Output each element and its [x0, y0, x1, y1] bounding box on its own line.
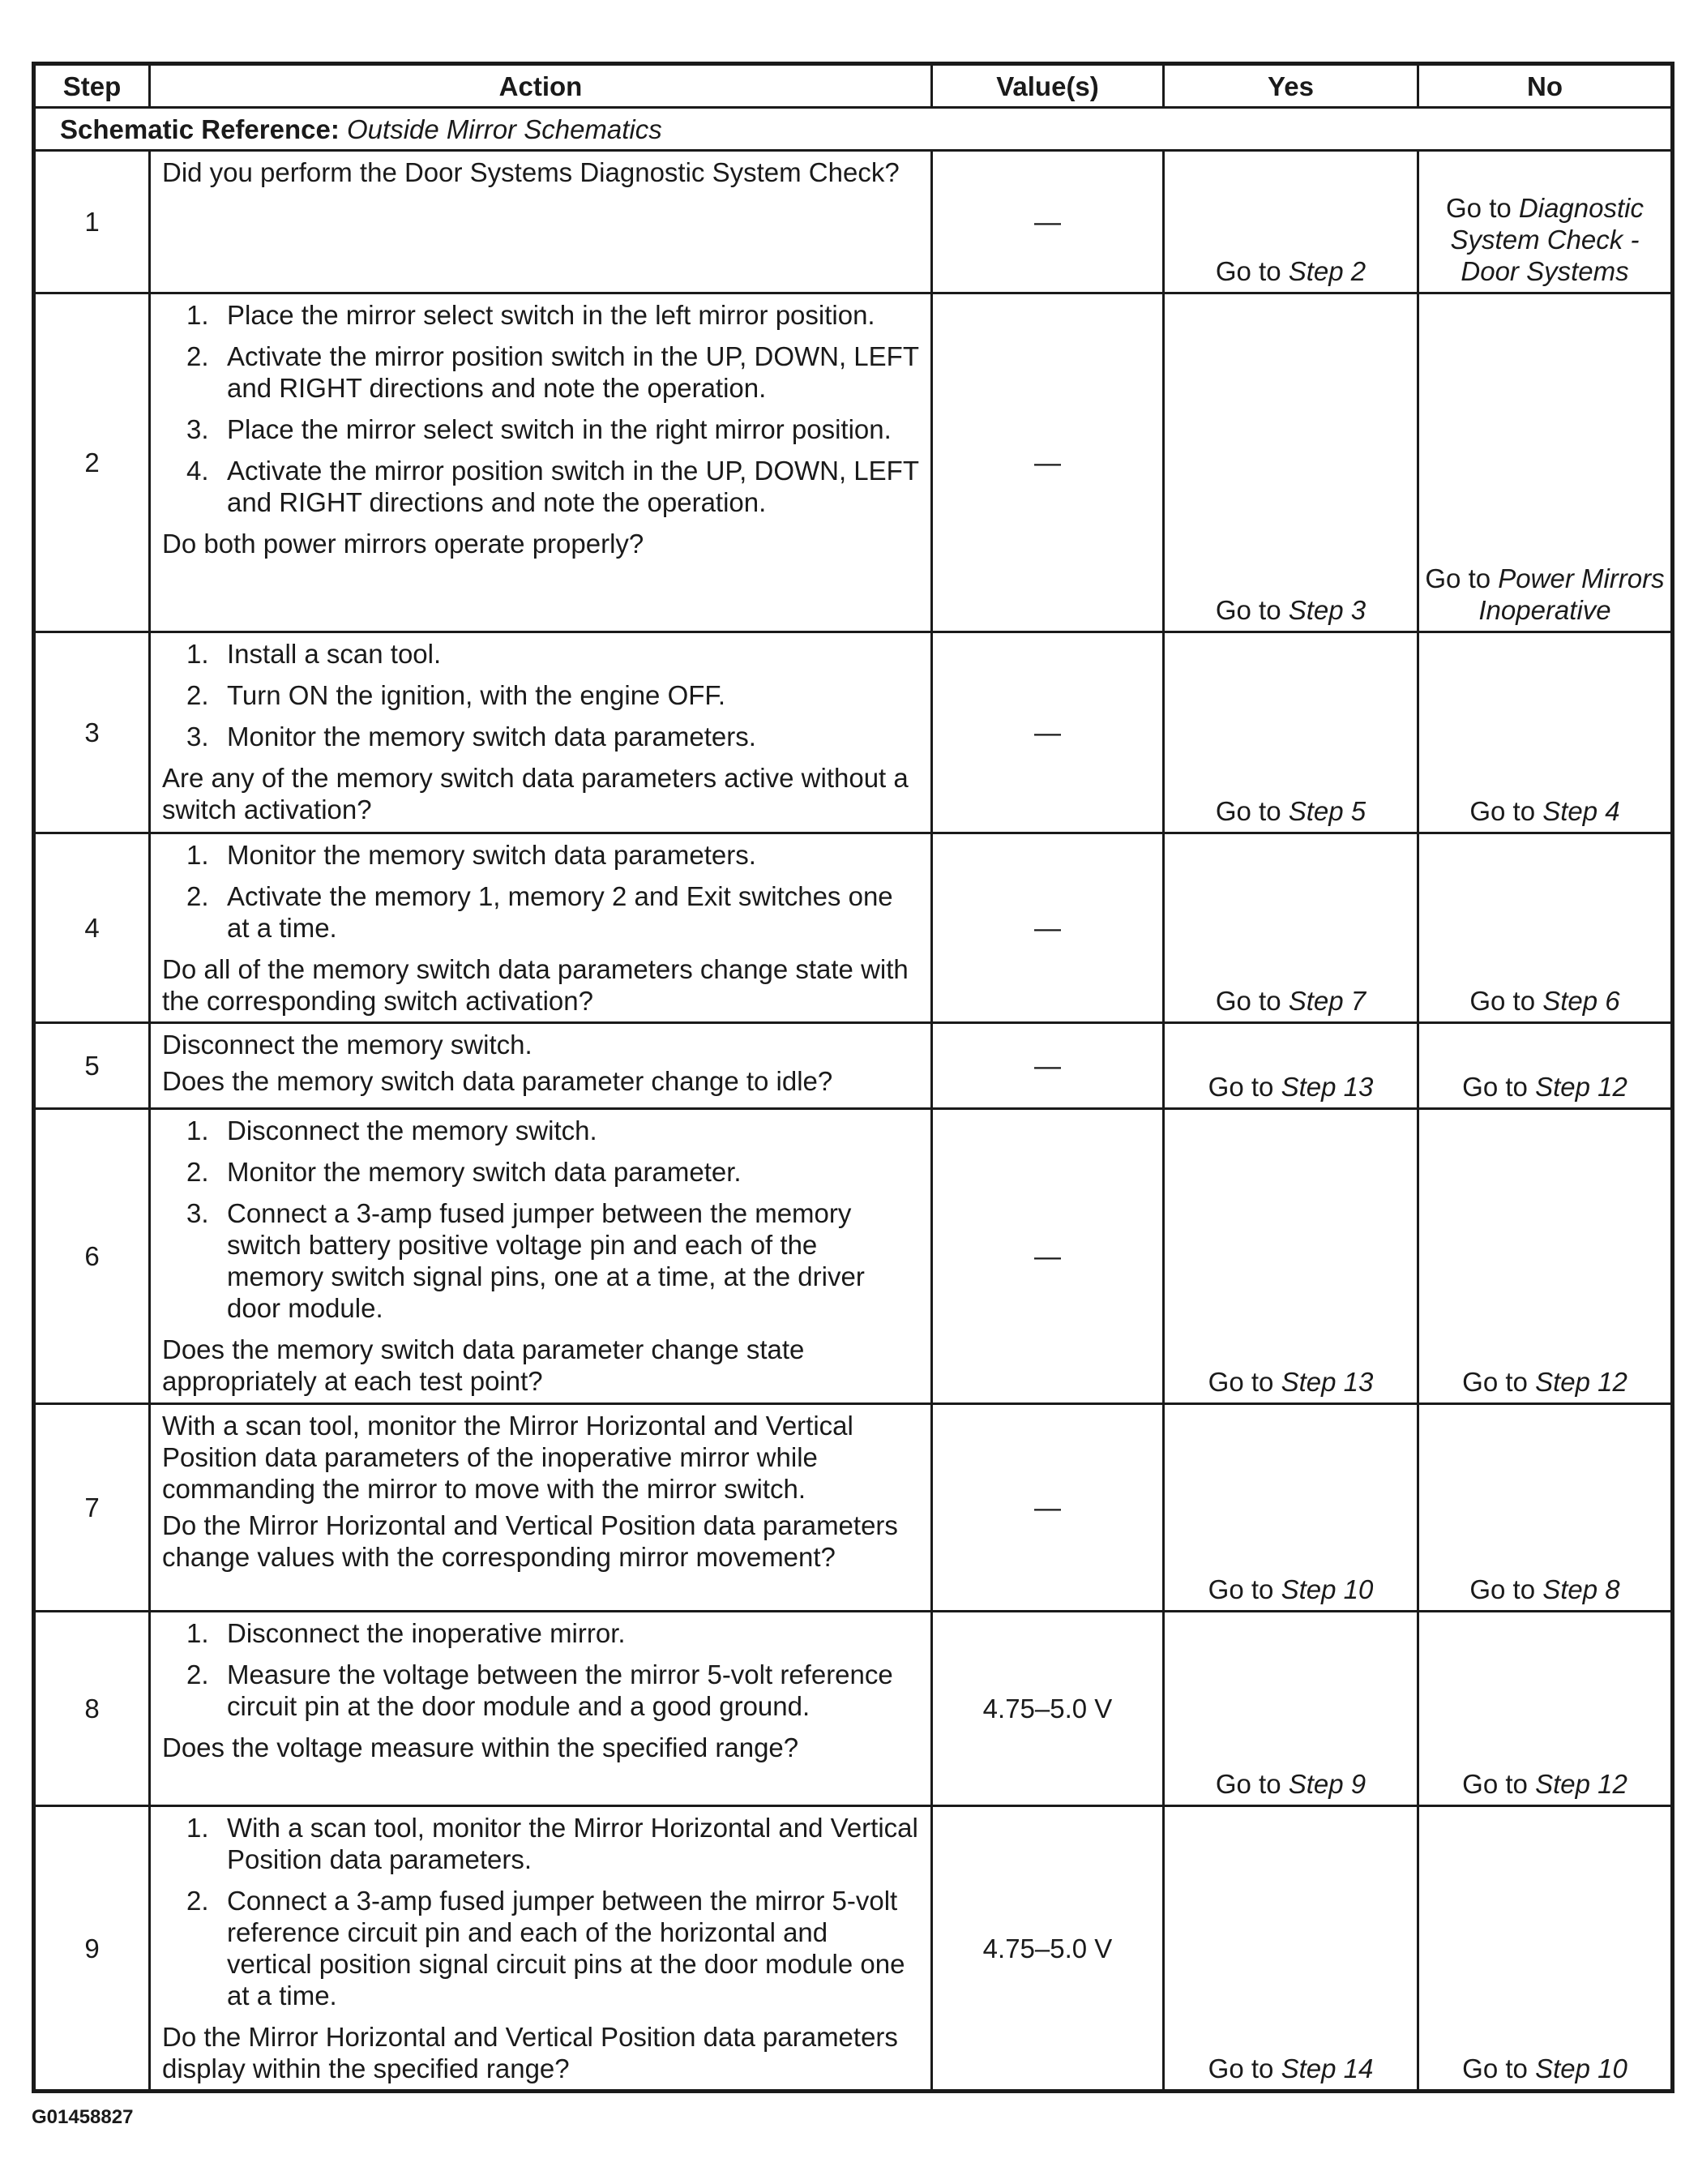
no-prefix: Go to [1462, 2053, 1528, 2083]
schematic-row [34, 108, 1673, 151]
no-prefix: Go to [1469, 986, 1536, 1016]
no-prefix: Go to [1462, 1072, 1528, 1102]
header-values: Value(s) [932, 64, 1164, 108]
diagnostic-table [32, 62, 1674, 2093]
no-target: Step 12 [1535, 1769, 1627, 1799]
header-yes: Yes [1164, 64, 1418, 108]
yes-prefix: Go to [1215, 1769, 1281, 1799]
list-number: 1. [186, 639, 209, 669]
list-number: 1. [186, 1618, 209, 1648]
no-cell [1418, 833, 1673, 1023]
action-question: Do all of the memory switch data parameters change state with the corresponding switch activation? [162, 954, 909, 1016]
list-number: 4. [186, 456, 209, 486]
yes-target: Step 2 [1288, 256, 1367, 286]
no-cell [1418, 1404, 1673, 1612]
no-target: Diagnostic System Check - Door Systems [1450, 193, 1644, 286]
yes-target: Step 3 [1288, 595, 1367, 625]
action-text: With a scan tool, monitor the Mirror Horizontal and Vertical Position data parameters of the inoperative mirror while commanding the mirror to move with the mirror switch. [162, 1411, 853, 1504]
no-target: Step 10 [1535, 2053, 1627, 2083]
no-cell [1418, 293, 1673, 632]
value-cell: — [932, 1109, 1164, 1404]
yes-cell [1164, 1806, 1418, 2092]
value-cell: — [932, 1404, 1164, 1612]
no-prefix: Go to [1462, 1367, 1528, 1397]
yes-target: Step 10 [1281, 1574, 1374, 1604]
action-list [162, 1115, 919, 1324]
list-item-text: Monitor the memory switch data parameters. [227, 840, 756, 870]
action-cell [150, 1023, 932, 1109]
schematic-value: Outside Mirror Schematics [347, 113, 662, 144]
value-cell: — [932, 833, 1164, 1023]
no-prefix: Go to [1446, 193, 1512, 223]
action-list [162, 1617, 919, 1722]
step-number: 1 [34, 151, 150, 293]
list-item [162, 340, 919, 404]
no-cell [1418, 1023, 1673, 1109]
schematic-label: Schematic Reference: [60, 113, 340, 144]
yes-cell [1164, 1612, 1418, 1806]
list-number: 3. [186, 722, 209, 752]
step-number: 2 [34, 293, 150, 632]
table-row [34, 1404, 1673, 1612]
yes-cell [1164, 293, 1418, 632]
action-list [162, 1812, 919, 2011]
step-number: 3 [34, 632, 150, 833]
list-number: 2. [186, 341, 209, 371]
action-question: Do both power mirrors operate properly? [162, 529, 644, 559]
no-cell [1418, 1612, 1673, 1806]
action-text: Disconnect the memory switch. [162, 1030, 532, 1060]
action-list [162, 638, 919, 752]
list-item [162, 455, 919, 518]
action-cell [150, 1109, 932, 1404]
figure-id: G01458827 [32, 2106, 134, 2128]
list-item-text: Activate the mirror position switch in the UP, DOWN, LEFT and RIGHT directions and note the operation. [227, 456, 919, 517]
yes-cell [1164, 1404, 1418, 1612]
no-target: Step 8 [1542, 1574, 1620, 1604]
list-item [162, 839, 919, 871]
table-row [34, 1806, 1673, 2092]
yes-target: Step 13 [1281, 1367, 1374, 1397]
step-number: 8 [34, 1612, 150, 1806]
list-item [162, 413, 919, 445]
list-item [162, 1617, 919, 1649]
list-number: 1. [186, 300, 209, 330]
no-prefix: Go to [1462, 1769, 1528, 1799]
no-prefix: Go to [1469, 796, 1536, 826]
value-cell: — [932, 632, 1164, 833]
list-item [162, 679, 919, 711]
yes-cell [1164, 632, 1418, 833]
list-item [162, 638, 919, 670]
list-item-text: Place the mirror select switch in the left mirror position. [227, 300, 875, 330]
no-target: Step 6 [1542, 986, 1620, 1016]
yes-target: Step 14 [1281, 2053, 1374, 2083]
list-number: 1. [186, 1813, 209, 1843]
action-cell [150, 833, 932, 1023]
yes-target: Step 7 [1288, 986, 1367, 1016]
yes-prefix: Go to [1215, 986, 1281, 1016]
list-item [162, 1156, 919, 1188]
action-cell [150, 151, 932, 293]
list-item-text: Monitor the memory switch data parameters. [227, 722, 756, 752]
action-cell [150, 293, 932, 632]
no-target: Step 12 [1535, 1072, 1627, 1102]
table-row [34, 833, 1673, 1023]
action-text: Did you perform the Door Systems Diagnostic System Check? [162, 157, 900, 187]
list-item [162, 1812, 919, 1875]
action-list [162, 299, 919, 518]
list-item-text: Connect a 3-amp fused jumper between the mirror 5-volt reference circuit pin and each of the horizontal and vertical position signal circuit pins at the door module one at a time. [227, 1886, 905, 2011]
yes-cell [1164, 1023, 1418, 1109]
action-question: Do the Mirror Horizontal and Vertical Position data parameters change values with the corresponding mirror movement? [162, 1510, 898, 1572]
list-item [162, 299, 919, 331]
value-cell: — [932, 293, 1164, 632]
header-row [34, 64, 1673, 108]
yes-prefix: Go to [1215, 796, 1281, 826]
list-number: 2. [186, 1157, 209, 1187]
yes-cell [1164, 151, 1418, 293]
list-number: 2. [186, 1886, 209, 1916]
action-cell [150, 1612, 932, 1806]
list-number: 2. [186, 881, 209, 911]
no-target: Step 12 [1535, 1367, 1627, 1397]
list-number: 1. [186, 840, 209, 870]
step-number: 9 [34, 1806, 150, 2092]
list-number: 3. [186, 414, 209, 444]
no-cell [1418, 1109, 1673, 1404]
list-item-text: Activate the mirror position switch in the UP, DOWN, LEFT and RIGHT directions and note the operation. [227, 341, 919, 403]
list-item-text: Disconnect the inoperative mirror. [227, 1618, 626, 1648]
yes-target: Step 5 [1288, 796, 1367, 826]
list-item-text: Activate the memory 1, memory 2 and Exit switches one at a time. [227, 881, 893, 943]
list-item [162, 721, 919, 752]
no-prefix: Go to [1425, 563, 1491, 593]
table-row [34, 632, 1673, 833]
table-row [34, 1612, 1673, 1806]
list-item-text: With a scan tool, monitor the Mirror Horizontal and Vertical Position data parameters. [227, 1813, 918, 1874]
value-cell: — [932, 151, 1164, 293]
list-number: 3. [186, 1198, 209, 1228]
action-question: Does the voltage measure within the specified range? [162, 1732, 799, 1762]
no-prefix: Go to [1469, 1574, 1536, 1604]
list-item-text: Turn ON the ignition, with the engine OFF. [227, 680, 726, 710]
list-number: 2. [186, 680, 209, 710]
action-question: Does the memory switch data parameter change to idle? [162, 1066, 833, 1096]
yes-prefix: Go to [1208, 2053, 1274, 2083]
list-item [162, 880, 919, 944]
step-number: 6 [34, 1109, 150, 1404]
yes-cell [1164, 1109, 1418, 1404]
yes-prefix: Go to [1215, 595, 1281, 625]
header-action: Action [150, 64, 932, 108]
step-number: 4 [34, 833, 150, 1023]
list-item-text: Install a scan tool. [227, 639, 442, 669]
yes-cell [1164, 833, 1418, 1023]
value-cell: 4.75–5.0 V [932, 1806, 1164, 2092]
value-cell: 4.75–5.0 V [932, 1612, 1164, 1806]
action-cell [150, 632, 932, 833]
action-question: Do the Mirror Horizontal and Vertical Position data parameters display within the specified range? [162, 2022, 898, 2083]
action-list [162, 839, 919, 944]
table-row [34, 1109, 1673, 1404]
yes-target: Step 9 [1288, 1769, 1367, 1799]
value-cell: — [932, 1023, 1164, 1109]
action-question: Does the memory switch data parameter change state appropriately at each test point? [162, 1334, 805, 1396]
list-item-text: Disconnect the memory switch. [227, 1116, 597, 1146]
list-number: 2. [186, 1659, 209, 1689]
no-cell [1418, 1806, 1673, 2092]
list-item [162, 1197, 919, 1324]
list-item-text: Measure the voltage between the mirror 5-volt reference circuit pin at the door module and a good ground. [227, 1659, 893, 1721]
header-no: No [1418, 64, 1673, 108]
schematic-reference [34, 108, 1673, 151]
no-target: Power Mirrors Inoperative [1478, 563, 1665, 625]
no-cell [1418, 632, 1673, 833]
list-item-text: Connect a 3-amp fused jumper between the memory switch battery positive voltage pin and each of the memory switch signal pins, one at a time, at the driver door module. [227, 1198, 865, 1323]
list-item [162, 1659, 919, 1722]
list-item [162, 1885, 919, 2011]
table-row [34, 1023, 1673, 1109]
no-cell [1418, 151, 1673, 293]
yes-prefix: Go to [1208, 1072, 1274, 1102]
header-step: Step [34, 64, 150, 108]
action-question: Are any of the memory switch data parameters active without a switch activation? [162, 763, 909, 824]
list-number: 1. [186, 1116, 209, 1146]
list-item-text: Place the mirror select switch in the right mirror position. [227, 414, 892, 444]
no-target: Step 4 [1542, 796, 1620, 826]
yes-prefix: Go to [1208, 1367, 1274, 1397]
yes-target: Step 13 [1281, 1072, 1374, 1102]
action-cell [150, 1806, 932, 2092]
step-number: 5 [34, 1023, 150, 1109]
list-item-text: Monitor the memory switch data parameter. [227, 1157, 742, 1187]
step-number: 7 [34, 1404, 150, 1612]
yes-prefix: Go to [1208, 1574, 1274, 1604]
list-item [162, 1115, 919, 1146]
table-row [34, 151, 1673, 293]
action-cell [150, 1404, 932, 1612]
table-row [34, 293, 1673, 632]
yes-prefix: Go to [1215, 256, 1281, 286]
